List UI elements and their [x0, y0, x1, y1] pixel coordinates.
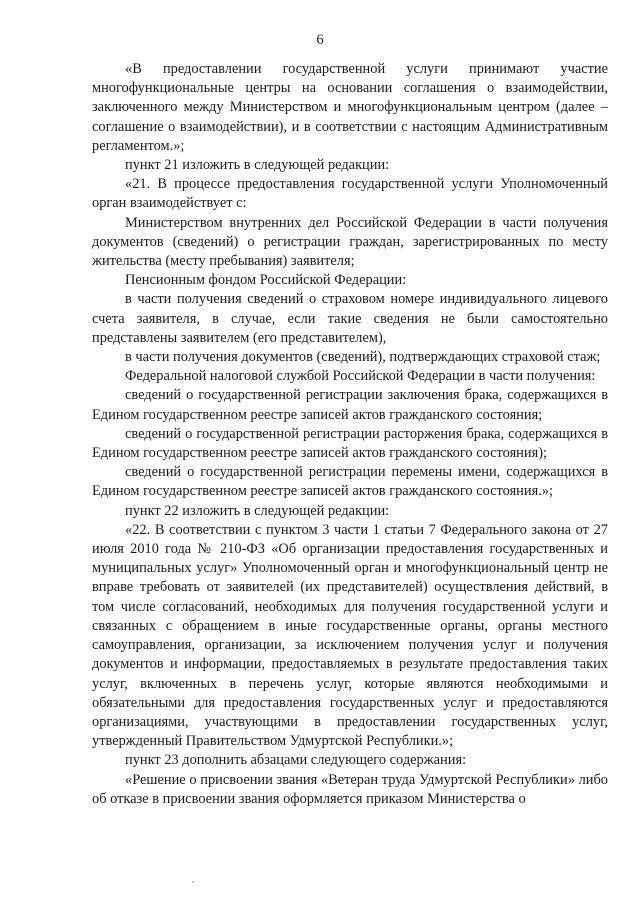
page-number: 6 — [316, 32, 324, 48]
scan-artifact — [192, 881, 194, 883]
paragraph-pension-fund: Пенсионным фондом Российской Федерации: — [125, 272, 407, 289]
paragraph-insurance-record: в части получения документов (сведений), подтверждающих страховой стаж; — [125, 349, 601, 366]
paragraph-item-23-intro: пункт 23 дополнить абзацами следующего содержания: — [125, 752, 467, 769]
document-body — [92, 60, 608, 809]
paragraph-item-21: «21. В процессе предоставления государственной услуги Уполномоченный орган взаимодействует с: — [92, 176, 608, 212]
paragraph-name-change: сведений о государственной регистрации перемены имени, содержащихся в Едином государственном реестре записей актов гражданского состояния.»; — [92, 464, 608, 500]
paragraph-mfc-participation: «В предоставлении государственной услуги принимают участие многофункциональные центры на основании соглашения о взаимодействии, заключенного между Министерством и многофункциональным центром (далее – соглашение о взаимодействии), и в соответствии с настоящим Административным регламентом.»; — [92, 61, 608, 154]
paragraph-marriage: сведений о государственной регистрации заключения брака, содержащихся в Едином государственном реестре записей актов гражданского состояния; — [92, 387, 608, 423]
paragraph-item-21-intro: пункт 21 изложить в следующей редакции: — [125, 157, 390, 174]
paragraph-item-22: «22. В соответствии с пунктом 3 части 1 статьи 7 Федерального закона от 27 июля 2010 года № 210-ФЗ «Об организации предоставления государственных и муниципальных услуг» Уполномоченный орган и многофункциональный центр не вправе требовать от заявителей (их представителей) осуществления действий, в том числе согласований, необходимых для получения государственной услуги и связанных с обращением в иные государственные органы, органы местного самоуправления, организации, за исключением получения услуг и получения документов и информации, предоставляемых в результате предоставления таких услуг, включенных в перечень услуг, которые являются необходимыми и обязательными для предоставления государственных услуг и предоставляются организациями, участвующими в предоставлении государственных услуг, утвержденный Правительством Удмуртской Республики.»; — [92, 521, 608, 750]
paragraph-divorce: сведений о государственной регистрации расторжения брака, содержащихся в Едином государственном реестре записей актов гражданского состояния); — [92, 425, 608, 462]
paragraph-item-22-intro: пункт 22 изложить в следующей редакции: — [125, 502, 390, 519]
paragraph-mvd: Министерством внутренних дел Российской Федерации в части получения документов (сведений) о регистрации граждан, зарегистрированных по месту жительства (месту пребывания) заявителя; — [92, 214, 608, 270]
paragraph-tax-service: Федеральной налоговой службой Российской Федерации в части получения: — [125, 368, 596, 385]
paragraph-veteran-decision: «Решение о присвоении звания «Ветеран труда Удмуртской Республики» либо об отказе в присвоении звания оформляется приказом Министерства о — [92, 771, 608, 807]
paragraph-snils: в части получения сведений о страховом номере индивидуального лицевого счета заявителя, в случае, если такие сведения не были самостоятельно представлены заявителем (его представителем), — [92, 291, 608, 346]
